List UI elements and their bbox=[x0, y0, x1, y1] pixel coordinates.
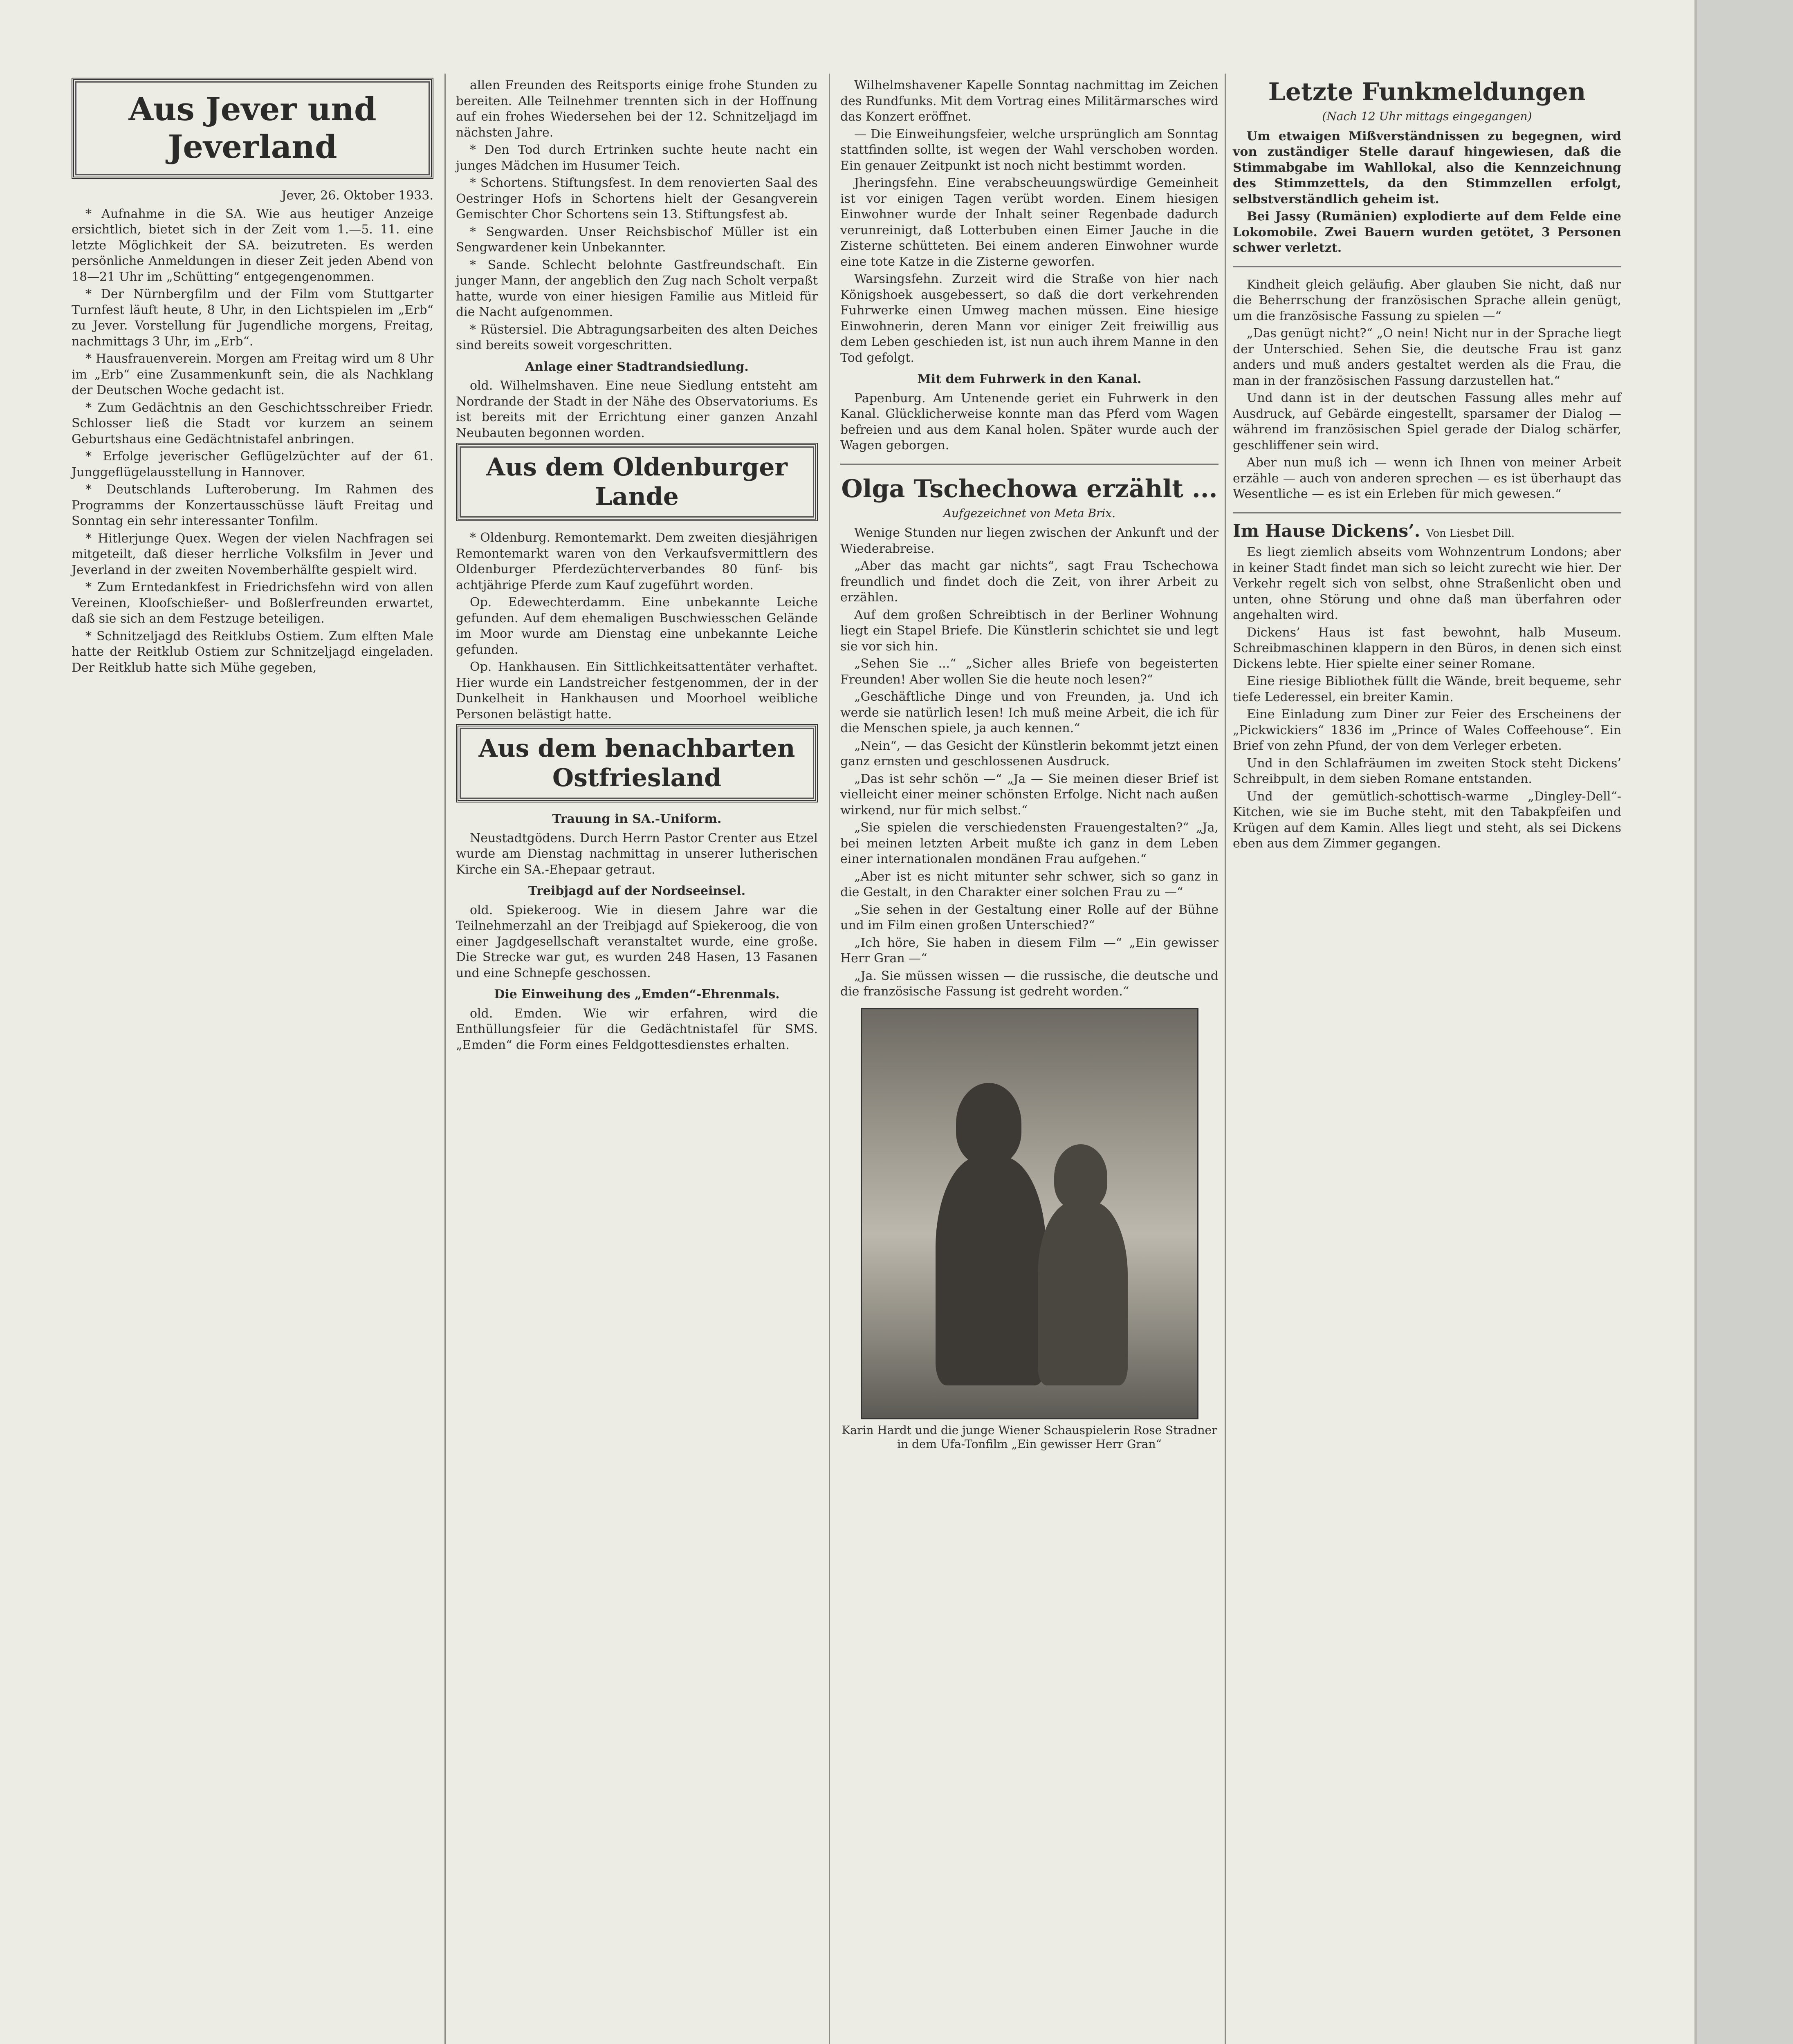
article: * Oldenburg. Remontemarkt. Dem zweiten diesjährigen Remontemarkt waren von den Verkaufsvermittlern des Oldenburger Pferdezüchterverbandes 80 fünf- bis achtjährige Pferde zum Kauf zugeführt worden. bbox=[456, 531, 818, 592]
article: * Den Tod durch Ertrinken suchte heute nacht ein junges Mädchen im Husumer Teich. bbox=[456, 143, 818, 173]
article: Und der gemütlich-schottisch-warme „Dingley-Dell“-Kitchen, wie sie im Buche steht, mit den Tabakpfeifen und Krügen auf dem Kamin. Alles liegt und steht, als sei Dickens eben aus dem Zimmer gegangen. bbox=[1233, 789, 1621, 851]
section-heading-oldenburg: Aus dem Oldenburger Lande bbox=[456, 443, 818, 521]
feature-paragraph: „Nein“, — das Gesicht der Künstlerin bekommt jetzt einen ganz ernsten und geschlossenen Ausdruck. bbox=[840, 738, 1219, 769]
article-title bbox=[1233, 520, 1621, 542]
article-heading: Treibjagd auf der Nordseeinsel. bbox=[528, 884, 746, 898]
feature-paragraph: „Aber das macht gar nichts“, sagt Frau Tschechowa freundlich und findet doch die Zeit, von ihrer Arbeit zu erzählen. bbox=[840, 559, 1219, 605]
news-item: Bei Jassy (Rumänien) explodierte auf dem Felde eine Lokomobile. Zwei Bauern wurden getötet, 3 Personen schwer verletzt. bbox=[1233, 209, 1621, 255]
article: * Schortens. Stiftungsfest. In dem renovierten Saal des Oestringer Hofs in Schortens hielt der Gesangverein Gemischter Chor Schortens sein 13. Stiftungsfest ab. bbox=[456, 176, 818, 222]
article: Op. Edewechterdamm. Eine unbekannte Leiche gefunden. Auf dem ehemaligen Buschwiesschen Gelände im Moor wurde am Dienstag eine unbekannte Leiche gefunden. bbox=[456, 595, 818, 657]
article: old. Emden. Wie wir erfahren, wird die Enthüllungsfeier für die Gedächtnistafel für SMS. „Emden“ die Form eines Feldgottesdienstes erhalten. bbox=[456, 1006, 818, 1052]
article-heading: Die Einweihung des „Emden“-Ehrenmals. bbox=[494, 987, 780, 1002]
feature-paragraph: „Das genügt nicht?“ „O nein! Nicht nur in der Sprache liegt der Unterschied. Sehen Sie, die deutsche Frau ist ganz anders und muß anders gestaltet werden als die Frau, die man in der französischen Fassung darzustellen hat.“ bbox=[1233, 326, 1621, 388]
feature-paragraph: Wenige Stunden nur liegen zwischen der Ankunft und der Wiederabreise. bbox=[840, 526, 1219, 556]
article-heading: Anlage einer Stadtrandsiedlung. bbox=[525, 359, 749, 374]
article: Neustadtgödens. Durch Herrn Pastor Crenter aus Etzel wurde am Dienstag nachmittag in unserer lutherischen Kirche ein SA.-Ehepaar getraut. bbox=[456, 831, 818, 877]
article: * Sande. Schlecht belohnte Gastfreundschaft. Ein junger Mann, der angeblich den Zug nach Scholt verpaßt hatte, wurde von einer hiesigen Familie aus Mitleid für die Nacht aufgenommen. bbox=[456, 258, 818, 319]
article: * Der Nürnbergfilm und der Film vom Stuttgarter Turnfest läuft heute, 8 Uhr, in den Lichtspielen im „Erb“ zu Jever. Vorstellung für Jugendliche morgens, Freitag, nachmittags 3 Uhr, im „Erb“. bbox=[72, 287, 433, 349]
feature-paragraph: „Ja. Sie müssen wissen — die russische, die deutsche und die französische Fassung ist gedreht worden.“ bbox=[840, 968, 1219, 999]
article: Warsingsfehn. Zurzeit wird die Straße von hier nach Königshoek ausgebessert, so daß die dort verkehrenden Fuhrwerke einen Umweg machen müssen. Eine hiesige Einwohnerin, deren Mann vor einiger Zeit freiwillig aus dem Leben geschieden ist, ist nun auch ihrem Manne in den Tod gefolgt. bbox=[840, 272, 1219, 365]
column-4 bbox=[1233, 78, 1621, 854]
article-heading: Trauung in SA.-Uniform. bbox=[552, 812, 722, 826]
article: old. Wilhelmshaven. Eine neue Siedlung entsteht am Nordrande der Stadt in der Nähe des Observatoriums. Es ist bereits mit der Errichtung einer ganzen Anzahl Neubauten begonnen worden. bbox=[456, 379, 818, 440]
article: * Hausfrauenverein. Morgen am Freitag wird um 8 Uhr im „Erb“ eine Zusammenkunft sein, die als Nachklang der Deutschen Woche gedacht ist. bbox=[72, 352, 433, 397]
feature-paragraph: Und dann ist in der deutschen Fassung alles mehr auf Ausdruck, auf Gebärde eingestellt, sparsamer der Dialog — während im französischen Spiel gerade der Dialog schärfer, geschliffener sein wird. bbox=[1233, 391, 1621, 453]
section-masthead: Aus Jever und Jeverland bbox=[72, 78, 433, 179]
column-1 bbox=[72, 78, 433, 677]
feature-paragraph: „Das ist sehr schön —“ „Ja — Sie meinen dieser Brief ist vielleicht einer meiner schönsten Erfolge. Nicht nach außen wirkend, nur für mich selbst.“ bbox=[840, 771, 1219, 818]
feature-paragraph: „Sie spielen die verschiedensten Frauengestalten?“ „Ja, bei meinen letzten Arbeit mußte ich ganz in dem Leben einer internationalen mondänen Frau aufgehen.“ bbox=[840, 820, 1219, 866]
article: Wilhelmshavener Kapelle Sonntag nachmittag im Zeichen des Rundfunks. Mit dem Vortrag eines Militärmarsches wird das Konzert eröffnet. bbox=[840, 78, 1219, 124]
news-title: Letzte Funkmeldungen bbox=[1268, 78, 1586, 106]
article-heading: Mit dem Fuhrwerk in den Kanal. bbox=[917, 372, 1142, 386]
feature-byline: Aufgezeichnet von Meta Brix. bbox=[943, 506, 1116, 520]
article: Eine Einladung zum Diner zur Feier des Erscheinens der „Pickwickiers“ 1836 im „Prince of Wales Coffeehouse“. Ein Brief von zehn Pfund, der von dem Verleger erbeten. bbox=[1233, 707, 1621, 753]
column-3 bbox=[840, 78, 1219, 1451]
article: Papenburg. Am Untenende geriet ein Fuhrwerk in den Kanal. Glücklicherweise konnte man das Pferd vom Wagen befreien und aus dem Kanal holen. Später wurde auch der Wagen geborgen. bbox=[840, 391, 1219, 453]
column-rule bbox=[1225, 74, 1226, 2044]
article: * Schnitzeljagd des Reitklubs Ostiem. Zum elften Male hatte der Reitklub Ostiem zur Schnitzeljagd eingeladen. Der Reitklub hatte sich Mühe gegeben, bbox=[72, 629, 433, 675]
dateline: Jever, 26. Oktober 1933. bbox=[281, 188, 433, 203]
article: Es liegt ziemlich abseits vom Wohnzentrum Londons; aber in keiner Stadt findet man sich so leicht zurecht wie hier. Der Verkehr regelt sich von selbst, ohne Straßenlicht oben und unten, ohne Störung und ohne daß man überfahren oder angehalten wird. bbox=[1233, 545, 1621, 622]
article: — Die Einweihungsfeier, welche ursprünglich am Sonntag stattfinden sollte, ist wegen der Wahl verschoben worden. Ein genauer Zeitpunkt ist noch nicht bestimmt worden. bbox=[840, 127, 1219, 173]
article: * Rüstersiel. Die Abtragungsarbeiten des alten Deiches sind bereits soweit vorgeschritten. bbox=[456, 322, 818, 352]
feature-paragraph: „Sie sehen in der Gestaltung einer Rolle auf der Bühne und im Film einen großen Unterschied?“ bbox=[840, 902, 1219, 932]
divider bbox=[1233, 512, 1621, 513]
article: Op. Hankhausen. Ein Sittlichkeitsattentäter verhaftet. Hier wurde ein Landstreicher festgenommen, der in der Dunkelheit in Hankhausen und Moorhoel weibliche Personen belästigt hatte. bbox=[456, 660, 818, 722]
photo-figure-head bbox=[956, 1083, 1021, 1165]
article: allen Freunden des Reitsports einige frohe Stunden zu bereiten. Alle Teilnehmer trennten sich in der Hoffnung auf ein frohes Wiedersehen bei der 12. Schnitzeljagd im nächsten Jahre. bbox=[456, 78, 818, 140]
column-rule bbox=[829, 74, 830, 2044]
feature-paragraph: „Sehen Sie ...“ „Sicher alles Briefe von begeisterten Freunden! Aber wollen Sie die heute noch lesen?“ bbox=[840, 657, 1219, 687]
article: old. Spiekeroog. Wie in diesem Jahre war die Teilnehmerzahl an der Treibjagd auf Spiekeroog, die von einer Jagdgesellschaft veranstaltet wurde, eine große. Die Strecke war gut, es wurden 248 Hasen, 13 Fasanen und eine Schnepfe geschossen. bbox=[456, 903, 818, 980]
divider bbox=[1233, 266, 1621, 267]
photo-figure-body bbox=[1038, 1201, 1128, 1385]
feature-paragraph: „Geschäftliche Dinge und von Freunden, ja. Und ich werde sie natürlich lesen! Ich muß meine Arbeit, die ich für die Menschen spiele, ja auch kennen.“ bbox=[840, 690, 1219, 735]
feature-paragraph: Aber nun muß ich — wenn ich Ihnen von meiner Arbeit erzähle — auch von anderen sprechen — es ist überhaupt das Wesentliche — es ist ein Erleben für mich gewesen.“ bbox=[1233, 455, 1621, 501]
article: Eine riesige Bibliothek füllt die Wände, breit bequeme, sehr tiefe Lederessel, ein breiter Kamin. bbox=[1233, 674, 1621, 704]
article: Dickens’ Haus ist fast bewohnt, halb Museum. Schreibmaschinen klappern in den Büros, in denen sich einst Dickens lebte. Hier spielte einer seiner Romane. bbox=[1233, 625, 1621, 671]
article-author: Von Liesbet Dill. bbox=[1426, 527, 1515, 540]
film-still-photo bbox=[861, 1008, 1198, 1419]
article: * Sengwarden. Unser Reichsbischof Müller ist ein Sengwardener kein Unbekannter. bbox=[456, 224, 818, 255]
article: * Zum Erntedankfest in Friedrichsfehn wird von allen Vereinen, Kloofschießer- und Boßlerfreunden erwartet, daß sie sich an dem Festzuge beteiligen. bbox=[72, 580, 433, 626]
article-title-text: Im Hause Dickens’. bbox=[1233, 520, 1420, 541]
article: * Aufnahme in die SA. Wie aus heutiger Anzeige ersichtlich, bietet sich in der Zeit vom 1.—5. 11. eine letzte Möglichkeit der SA. beizutreten. Es werden persönliche Anmeldungen in dieser Zeit jeden Abend von 18—21 Uhr im „Schütting“ entgegengenommen. bbox=[72, 206, 433, 284]
news-subtitle: (Nach 12 Uhr mittags eingegangen) bbox=[1322, 110, 1532, 123]
feature-paragraph: Kindheit gleich geläufig. Aber glauben Sie nicht, daß nur die Beherrschung der französischen Sprache allein genügt, um die französische Fassung zu spielen —“ bbox=[1233, 277, 1621, 323]
photo-caption: Karin Hardt und die junge Wiener Schauspielerin Rose Stradner in dem Ufa-Tonfilm „Ein gewisser Herr Gran“ bbox=[842, 1423, 1217, 1451]
feature-paragraph: „Aber ist es nicht mitunter sehr schwer, sich so ganz in die Gestalt, in den Charakter einer solchen Frau zu —“ bbox=[840, 869, 1219, 899]
feature-paragraph: „Ich höre, Sie haben in diesem Film —“ „Ein gewisser Herr Gran —“ bbox=[840, 935, 1219, 966]
divider bbox=[840, 464, 1219, 465]
article: Jheringsfehn. Eine verabscheuungswürdige Gemeinheit ist vor einigen Tagen verübt worden. Einem hiesigen Einwohner wurde der Inhalt seiner Regenbade dadurch verunreinigt, daß Lotterbuben einen Eimer Jauche in die Zisterne schütteten. Bei einem anderen Einwohner wurde eine tote Katze in die Zisterne geworfen. bbox=[840, 176, 1219, 269]
column-2 bbox=[456, 78, 818, 1055]
news-item: Um etwaigen Mißverständnissen zu begegnen, wird von zuständiger Stelle darauf hingewiesen, daß die Stimmabgabe im Wahllokal, also die Kennzeichnung des Stimmzettels, da den Stimmzellen erfolgt, selbstverständlich geheim ist. bbox=[1233, 129, 1621, 206]
article: * Erfolge jeverischer Geflügelzüchter auf der 61. Junggeflügelausstellung in Hannover. bbox=[72, 449, 433, 480]
article: Und in den Schlafräumen im zweiten Stock steht Dickens’ Schreibpult, in dem sieben Romane entstanden. bbox=[1233, 756, 1621, 786]
article: * Zum Gedächtnis an den Geschichtsschreiber Friedr. Schlosser ließ die Stadt vor kurzem an seinem Geburtshaus eine Gedächtnistafel anbringen. bbox=[72, 400, 433, 446]
feature-title: Olga Tschechowa erzählt ... bbox=[841, 474, 1218, 503]
photo-figure-body bbox=[936, 1156, 1046, 1385]
section-heading-ostfriesland: Aus dem benachbarten Ostfriesland bbox=[456, 724, 818, 802]
photo-figure-head bbox=[1054, 1144, 1107, 1210]
feature-paragraph: Auf dem großen Schreibtisch in der Berliner Wohnung liegt ein Stapel Briefe. Die Künstlerin schichtet sie und legt sie vor sich hin. bbox=[840, 607, 1219, 654]
article: * Hitlerjunge Quex. Wegen der vielen Nachfragen sei mitgeteilt, daß dieser herrliche Volksfilm in Jever und Jeverland in der zweiten Novemberhälfte gespielt wird. bbox=[72, 531, 433, 577]
article: * Deutschlands Lufteroberung. Im Rahmen des Programms der Konzertausschüsse läuft Freitag und Sonntag ein sehr interessanter Tonfilm. bbox=[72, 482, 433, 528]
column-rule bbox=[444, 74, 446, 2044]
